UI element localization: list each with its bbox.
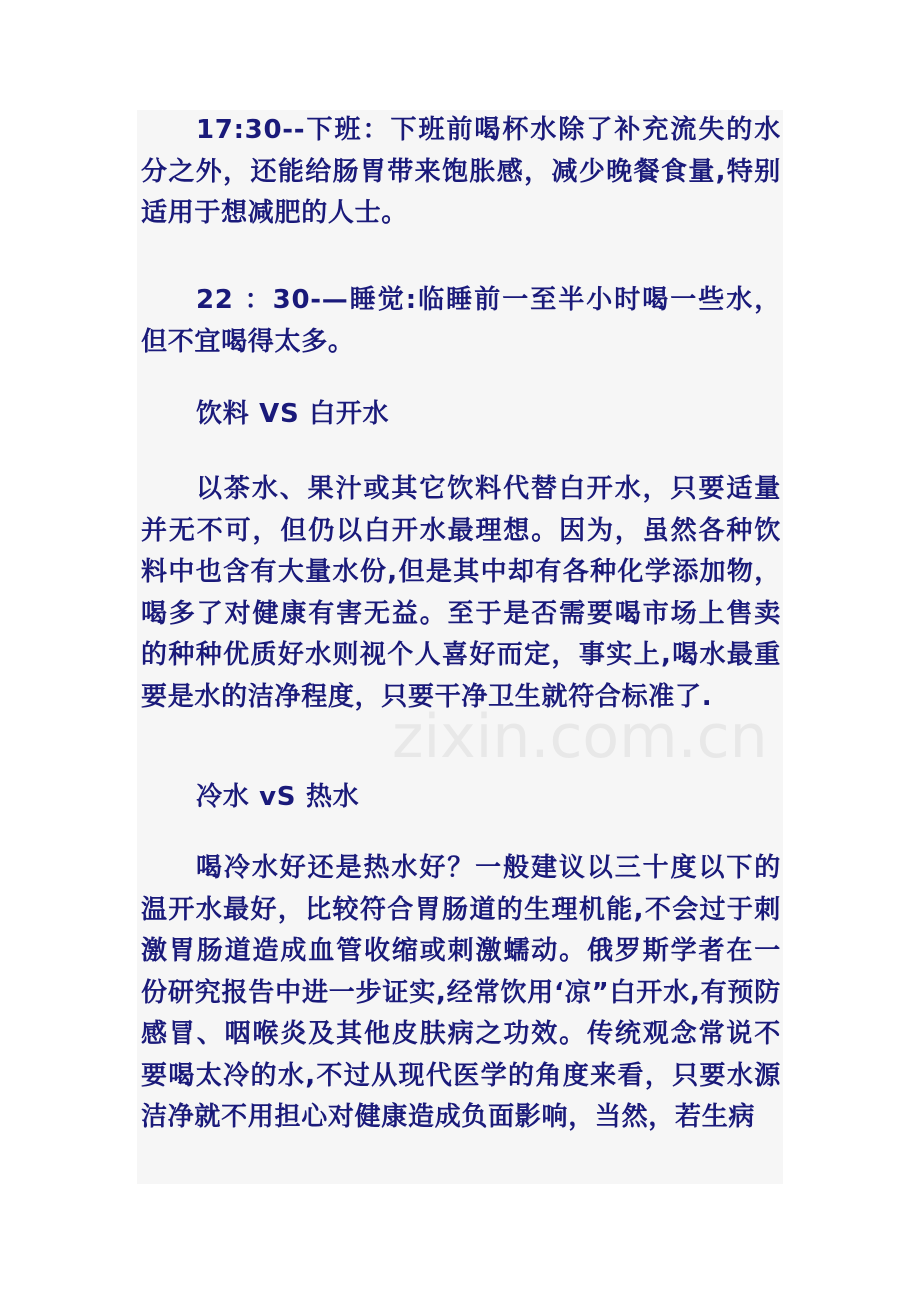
paragraph-bedtime: 22 ：30-—睡觉:临睡前一至半小时喝一些水，但不宜喝得太多。: [141, 285, 781, 357]
heading-cold-vs-hot: 冷水 vS 热水: [196, 782, 360, 812]
paragraph-drinks-vs-water: 以茶水、果汁或其它饮料代替白开水，只要适量并无不可，但仍以白开水最理想。因为，虽然各种饮料中也含有大量水份,但是其中却有各种化学添加物，喝多了对健康有害无益。至于是否需要喝市场上售卖的种种优质好水则视个人喜好而定，事实上,喝水最重要是水的洁净程度，只要干净卫生就符合标准了.: [141, 474, 781, 712]
paragraph-cold-vs-hot: 喝冷水好还是热水好？一般建议以三十度以下的温开水最好，比较符合胃肠道的生理机能,不会过于刺激胃肠道造成血管收缩或刺激蠕动。俄罗斯学者在一份研究报告中进一步证实,经常饮用‘凉”白开水,有预防感冒、咽喉炎及其他皮肤病之功效。传统观念常说不要喝太冷的水,不过从现代医学的角度来看，只要水源洁净就不用担心对健康造成负面影响，当然，若生病: [141, 853, 781, 1132]
paragraph-evening-work: 17:30--下班：下班前喝杯水除了补充流失的水分之外，还能给肠胃带来饱胀感，减少晚餐食量,特别适用于想减肥的人士。: [141, 115, 781, 228]
watermark: zixin.com.cn: [392, 702, 768, 772]
document-page: [137, 110, 783, 1184]
heading-drinks-vs-water: 饮料 VS 白开水: [196, 399, 390, 429]
